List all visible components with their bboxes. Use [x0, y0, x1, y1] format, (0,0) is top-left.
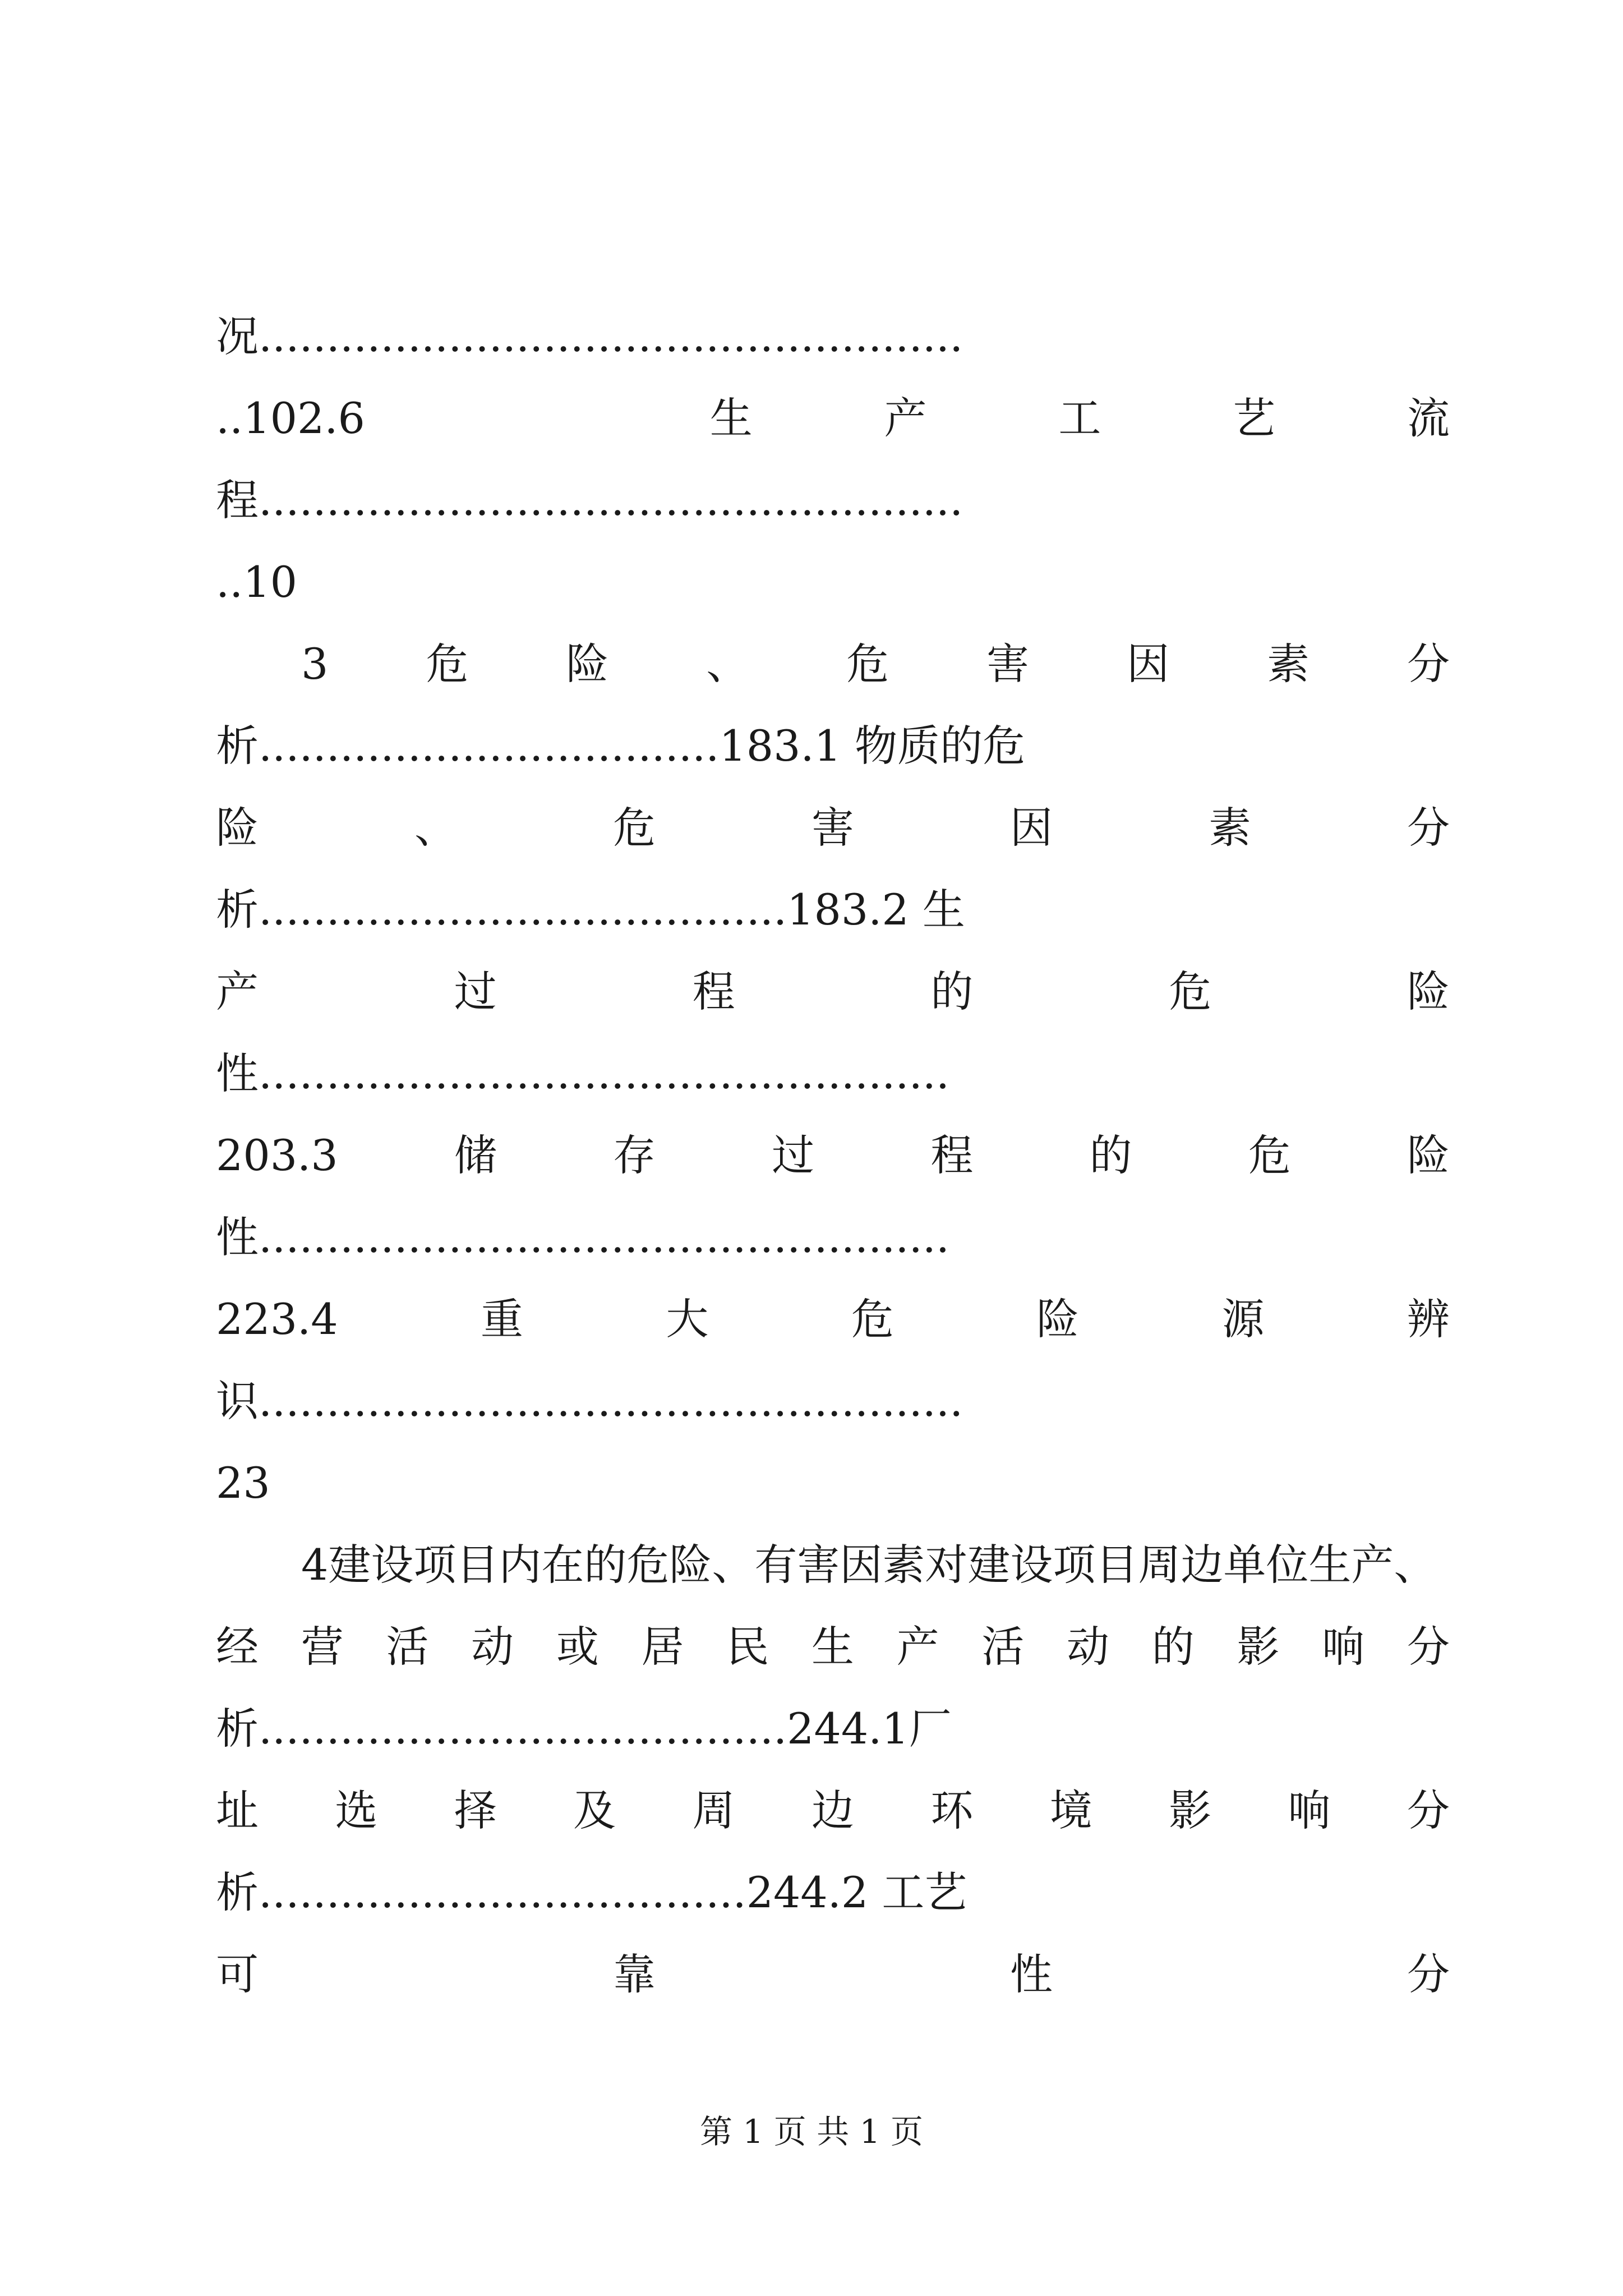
toc-fragment: 及 — [573, 1786, 616, 1835]
toc-fragment: 营 — [301, 1622, 344, 1672]
toc-fragment: 程 — [930, 1130, 974, 1180]
toc-fragment: 3 — [301, 639, 329, 689]
toc-fragment: 居 — [641, 1622, 684, 1672]
toc-line — [216, 1777, 1450, 1844]
toc-fragment: 活 — [386, 1622, 429, 1672]
toc-fragment: 、 — [414, 803, 457, 853]
toc-fragment: 危 — [851, 1294, 894, 1344]
toc-fragment: 经 — [216, 1622, 259, 1672]
toc-line — [216, 1941, 1450, 2008]
toc-line — [216, 1613, 1450, 1681]
toc-fragment: 境 — [1049, 1786, 1092, 1835]
toc-fragment: ..102.6 — [216, 393, 365, 443]
toc-fragment: 工 — [1058, 393, 1101, 443]
toc-fragment: 周 — [692, 1786, 735, 1835]
toc-fragment: 动 — [1067, 1622, 1110, 1672]
toc-fragment: 的 — [930, 967, 974, 1016]
toc-fragment: 重 — [480, 1294, 523, 1344]
toc-fragment: 险 — [1407, 967, 1450, 1016]
toc-fragment: 响 — [1288, 1786, 1331, 1835]
toc-fragment: 203.3 — [216, 1130, 338, 1180]
toc-fragment: 储 — [454, 1130, 497, 1180]
toc-line: 4建设项目内在的危险、有害因素对建设项目周边单位生产、 — [301, 1540, 1437, 1590]
toc-fragment: 存 — [612, 1130, 656, 1180]
toc-fragment: 址 — [216, 1786, 259, 1835]
toc-line: 性................................................... — [216, 1048, 950, 1098]
toc-line: 程.................................................... — [216, 475, 963, 525]
toc-fragment: 环 — [930, 1786, 974, 1835]
toc-fragment: 危 — [1248, 1130, 1291, 1180]
toc-fragment: 选 — [335, 1786, 378, 1835]
toc-fragment: 分 — [1407, 1622, 1450, 1672]
toc-fragment: 靠 — [613, 1949, 656, 1999]
toc-fragment: 产 — [896, 1622, 939, 1672]
toc-fragment: 害 — [811, 803, 854, 853]
toc-fragment: 危 — [613, 803, 656, 853]
toc-line: 况.................................................... — [216, 311, 963, 361]
toc-fragment: 程 — [692, 967, 735, 1016]
toc-fragment: 流 — [1407, 393, 1450, 443]
toc-fragment: 分 — [1407, 639, 1450, 689]
toc-line — [216, 385, 1450, 452]
toc-fragment: 择 — [454, 1786, 497, 1835]
toc-fragment: 艺 — [1233, 393, 1276, 443]
toc-fragment: 影 — [1237, 1622, 1280, 1672]
toc-fragment: 动 — [471, 1622, 514, 1672]
toc-fragment: 危 — [846, 639, 889, 689]
toc-fragment: 影 — [1169, 1786, 1212, 1835]
toc-fragment: 大 — [666, 1294, 709, 1344]
toc-fragment: 素 — [1267, 639, 1310, 689]
toc-fragment: 的 — [1089, 1130, 1132, 1180]
toc-fragment: 生 — [709, 393, 753, 443]
toc-line — [216, 794, 1450, 862]
toc-line: 析.......................................244.1厂 — [216, 1704, 952, 1754]
toc-fragment: 、 — [706, 639, 749, 689]
toc-fragment: 或 — [556, 1622, 599, 1672]
toc-fragment: 过 — [454, 967, 497, 1016]
toc-fragment: 因 — [1127, 639, 1170, 689]
toc-line — [301, 631, 1450, 698]
toc-fragment: 险 — [566, 639, 609, 689]
toc-fragment: 可 — [216, 1949, 259, 1999]
toc-fragment: 分 — [1407, 803, 1450, 853]
toc-line — [216, 1122, 1450, 1189]
toc-fragment: 生 — [811, 1622, 854, 1672]
toc-fragment: 的 — [1151, 1622, 1195, 1672]
toc-fragment: 响 — [1322, 1622, 1365, 1672]
toc-fragment: 边 — [811, 1786, 854, 1835]
toc-fragment: 害 — [986, 639, 1030, 689]
toc-fragment: 过 — [772, 1130, 815, 1180]
toc-fragment: 因 — [1010, 803, 1053, 853]
toc-fragment: 源 — [1221, 1294, 1265, 1344]
toc-line: 23 — [216, 1458, 270, 1508]
toc-fragment: 危 — [1169, 967, 1212, 1016]
toc-fragment: 险 — [216, 803, 259, 853]
toc-fragment: 性 — [1010, 1949, 1053, 1999]
toc-fragment: 民 — [726, 1622, 769, 1672]
toc-fragment: 产 — [216, 967, 259, 1016]
toc-line: ..10 — [216, 557, 298, 607]
toc-line: 识.................................................... — [216, 1376, 963, 1426]
toc-fragment: 分 — [1407, 1786, 1450, 1835]
toc-line: 析..................................183.1 物质的危 — [216, 721, 1026, 771]
page-footer: 第 1 页 共 1 页 — [700, 2113, 923, 2151]
toc-fragment: 产 — [884, 393, 927, 443]
toc-fragment: 险 — [1036, 1294, 1080, 1344]
toc-line: 性................................................... — [216, 1212, 950, 1262]
toc-line — [216, 958, 1450, 1025]
toc-fragment: 分 — [1407, 1949, 1450, 1999]
toc-fragment: 辨 — [1407, 1294, 1450, 1344]
toc-fragment: 活 — [981, 1622, 1025, 1672]
toc-fragment: 险 — [1407, 1130, 1450, 1180]
toc-fragment: 素 — [1209, 803, 1251, 853]
toc-line: 析.......................................183.2 生 — [216, 885, 965, 935]
toc-fragment: 危 — [426, 639, 469, 689]
toc-line — [216, 1286, 1450, 1353]
toc-fragment: 223.4 — [216, 1294, 338, 1344]
toc-line: 析....................................244.2 工艺 — [216, 1867, 967, 1917]
